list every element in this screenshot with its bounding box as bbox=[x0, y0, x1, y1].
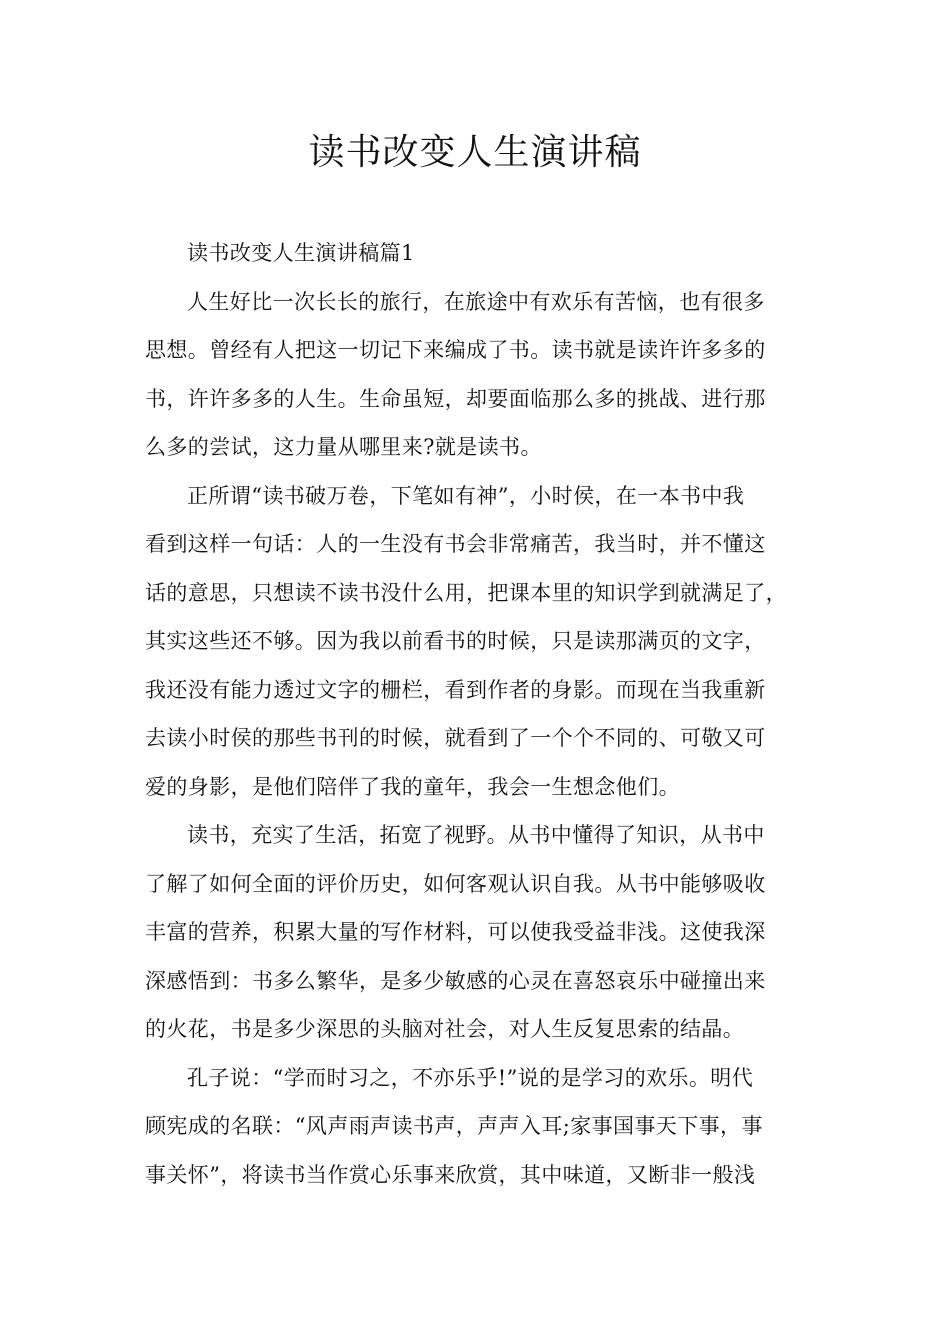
paragraph-line: 孔子说：“学而时习之，不亦乐乎!”说的是学习的欢乐。明代 bbox=[187, 1065, 754, 1090]
paragraph-line: 了解了如何全面的评价历史，如何客观认识自我。从书中能够吸收 bbox=[145, 871, 766, 896]
paragraph-line: 的火花，书是多少深思的头脑对社会，对人生反复思索的结晶。 bbox=[145, 1017, 745, 1041]
paragraph-line: 么多的尝试，这力量从哪里来?就是读书。 bbox=[145, 435, 542, 459]
paragraph-1 bbox=[145, 278, 817, 472]
paragraph-3 bbox=[145, 811, 817, 1054]
paragraph-line: 爱的身影，是他们陪伴了我的童年，我会一生想念他们。 bbox=[145, 774, 680, 799]
paragraph-line: 深感悟到：书多么繁华，是多少敏感的心灵在喜怒哀乐中碰撞出来 bbox=[145, 968, 766, 993]
paragraph-line: 看到这样一句话：人的一生没有书会非常痛苦，我当时，并不懂这 bbox=[145, 532, 766, 556]
paragraph-line: 人生好比一次长长的旅行，在旅途中有欢乐有苦恼，也有很多 bbox=[187, 289, 765, 314]
section-heading: 读书改变人生演讲稿篇1 bbox=[187, 241, 415, 265]
paragraph-2 bbox=[145, 472, 817, 812]
paragraph-4 bbox=[145, 1054, 817, 1200]
paragraph-line: 思想。曾经有人把这一切记下来编成了书。读书就是读许许多多的 bbox=[145, 338, 766, 362]
paragraph-line: 书，许许多多的人生。生命虽短，却要面临那么多的挑战、进行那 bbox=[145, 386, 766, 411]
paragraph-line: 我还没有能力透过文字的栅栏，看到作者的身影。而现在当我重新 bbox=[145, 677, 766, 702]
paragraph-line: 其实这些还不够。因为我以前看书的时候，只是读那满页的文字， bbox=[145, 629, 766, 653]
paragraph-line: 话的意思，只想读不读书没什么用，把课本里的知识学到就满足了， bbox=[145, 580, 787, 605]
document-title: 读书改变人生演讲稿 bbox=[308, 132, 642, 173]
paragraph-line: 去读小时侯的那些书刊的时候，就看到了一个个不同的、可敬又可 bbox=[145, 726, 766, 750]
paragraph-line: 丰富的营养，积累大量的写作材料，可以使我受益非浅。这使我深 bbox=[145, 920, 766, 944]
paragraph-line: 正所谓“读书破万卷，下笔如有神”，小时侯，在一本书中我 bbox=[187, 483, 745, 508]
paragraph-line: 顾宪成的名联：“风声雨声读书声，声声入耳;家事国事天下事，事 bbox=[145, 1114, 763, 1138]
document-body bbox=[145, 229, 817, 1199]
paragraph-line: 读书，充实了生活，拓宽了视野。从书中懂得了知识，从书中 bbox=[187, 823, 765, 847]
paragraph-line: 事关怀”，将读书当作赏心乐事来欣赏，其中味道，又断非一般浅 bbox=[145, 1162, 756, 1187]
